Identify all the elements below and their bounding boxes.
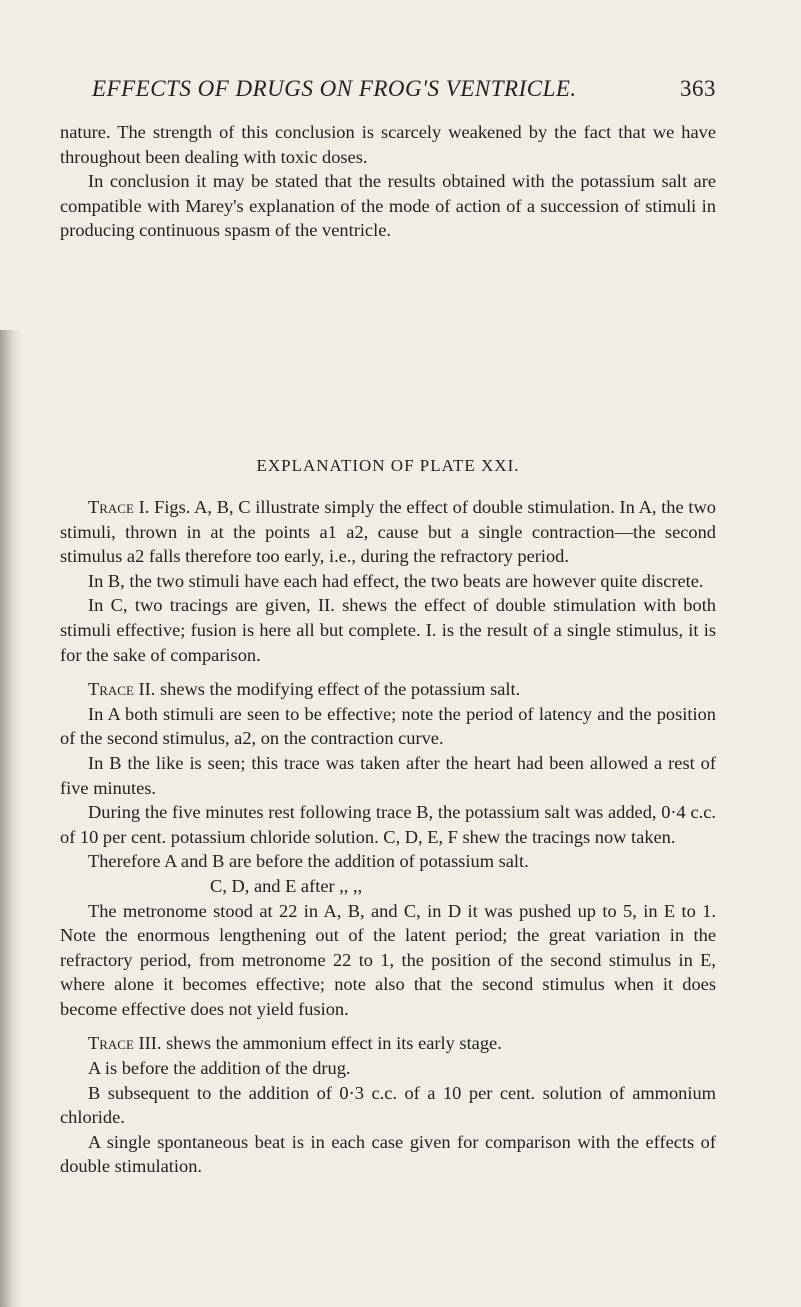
trace-2-paragraph: The metronome stood at 22 in A, B, and C, in D it was pushed up to 5, in E to 1. Note the enormous lengthening out of the latent period; the great variation in the refractory period, from metronome 22 to 1, the position of the second stimulus in E, where alone it becomes effective; note also that the second stimulus when it does become effective does not yield fusion. xyxy=(60,900,716,1019)
trace-2-intro xyxy=(60,677,716,702)
trace-3-text: shews the ammonium effect in its early stage. xyxy=(166,1033,502,1054)
trace-2-paragraph: In A both stimuli are seen to be effective; note the period of latency and the position of the second stimulus, a2, on the contraction curve. xyxy=(60,703,716,749)
trace-2-paragraph: During the five minutes rest following trace B, the potassium salt was added, 0·4 c.c. of 10 per cent. potassium chloride solution. C, D, E, F shew the tracings now taken. xyxy=(60,802,716,847)
section-title: EXPLANATION OF PLATE XXI. xyxy=(256,456,520,475)
trace-2-paragraph: Therefore A and B are before the addition of potassium salt. xyxy=(88,851,529,872)
trace-3-intro xyxy=(60,1031,716,1056)
trace-1-intro xyxy=(60,495,716,569)
trace-3-label: Trace III. xyxy=(88,1033,162,1054)
binding-shadow xyxy=(0,330,22,1307)
trace-3-paragraph: A single spontaneous beat is in each case given for comparison with the effects of double stimulation. xyxy=(60,1131,716,1177)
trace-1-label: Trace I. xyxy=(88,497,150,517)
page-number: 363 xyxy=(680,76,716,101)
trace-2-text: shews the modifying effect of the potassium salt. xyxy=(159,679,521,700)
header-title: EFFECTS OF DRUGS ON FROG'S VENTRICLE. xyxy=(92,76,577,101)
trace-3-paragraph: B subsequent to the addition of 0·3 c.c. of a 10 per cent. solution of ammonium chloride. xyxy=(60,1082,716,1128)
trace-2-paragraph: In B the like is seen; this trace was taken after the heart had been allowed a rest of five minutes. xyxy=(60,752,716,798)
intro-paragraph: In conclusion it may be stated that the results obtained with the potassium salt are compatible with Marey's explanation of the mode of action of a succession of stimuli in producing continuous spasm of the ventricle. xyxy=(60,171,716,241)
trace-1-paragraph: In B, the two stimuli have each had effect, the two beats are however quite discrete. xyxy=(88,570,704,591)
trace-1-text: Figs. A, B, C illustrate simply the effect of double stimulation. In A, the two stimuli, thrown in at the points a1 a2, cause but a single contraction—the second stimulus a2 falls therefore too early, i.e., during the refractory period. xyxy=(60,497,716,567)
trace-2-paragraph: C, D, and E after ,, ,, xyxy=(210,875,363,896)
trace-2-label: Trace II. xyxy=(88,679,156,700)
trace-1-paragraph: In C, two tracings are given, II. shews the effect of double stimulation with both stimuli effective; fusion is here all but complete. I. is the result of a single stimulus, it is for the sake of comparison. xyxy=(60,595,716,665)
intro-text xyxy=(60,120,716,243)
intro-paragraph: nature. The strength of this conclusion is scarcely weakened by the fact that we have throughout been dealing with toxic doses. xyxy=(60,122,716,167)
trace-3-paragraph: A is before the addition of the drug. xyxy=(88,1058,351,1079)
running-header xyxy=(92,76,716,102)
plate-explanation xyxy=(60,495,716,1179)
